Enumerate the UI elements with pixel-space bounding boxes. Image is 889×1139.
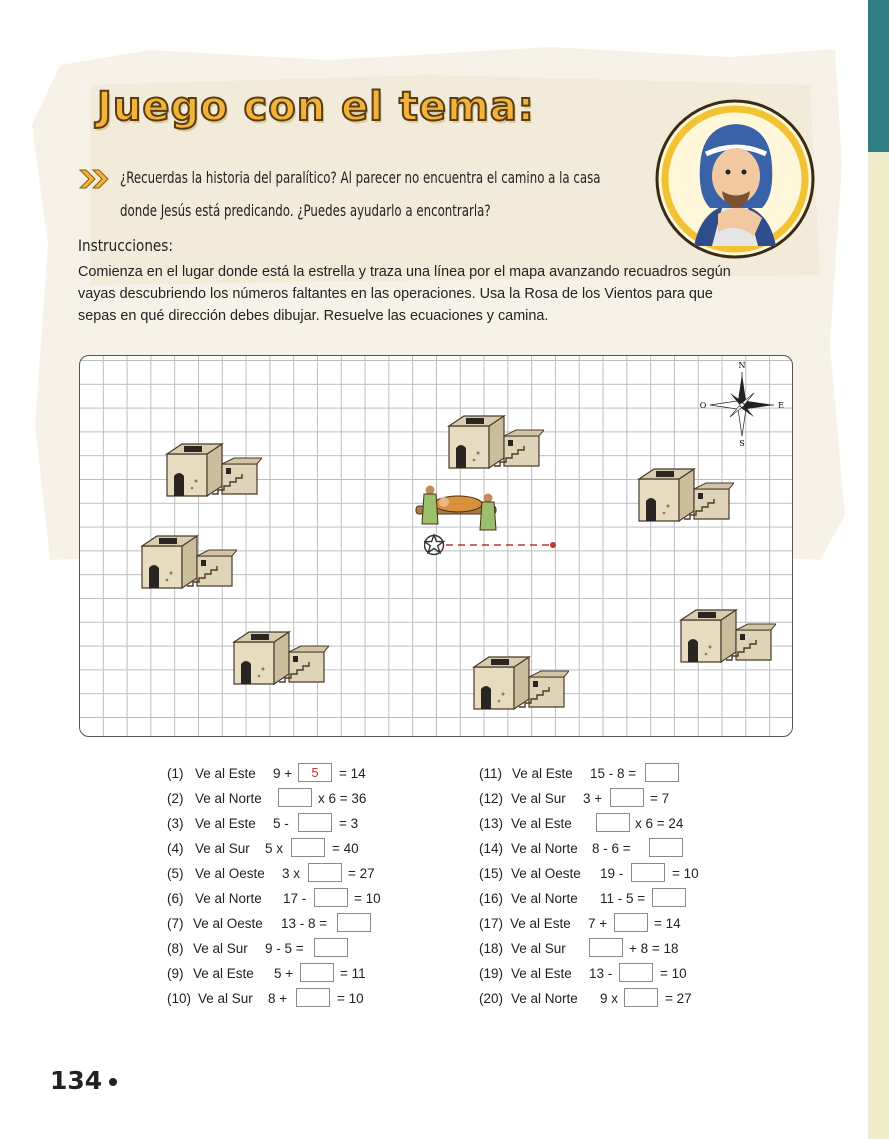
- equation-direction: Ve al Este: [195, 816, 256, 831]
- equation-right: x 6 = 36: [318, 791, 367, 806]
- equation-direction: Ve al Sur: [195, 841, 250, 856]
- answer-box[interactable]: [652, 888, 686, 907]
- equation-direction: Ve al Norte: [195, 791, 262, 806]
- answer-box[interactable]: [314, 888, 348, 907]
- equation-left: 7 +: [588, 916, 608, 931]
- equation-left: 9 +: [273, 766, 293, 781]
- house-5: [229, 624, 329, 686]
- equation-right: = 27: [348, 866, 375, 881]
- equation-number: (19): [479, 966, 504, 981]
- equation-number: (2): [167, 791, 184, 806]
- equation-number: (15): [479, 866, 504, 881]
- equation-direction: Ve al Sur: [511, 791, 566, 806]
- equation-direction: Ve al Norte: [511, 991, 578, 1006]
- equation-direction: Ve al Sur: [193, 941, 248, 956]
- answer-box[interactable]: [619, 963, 653, 982]
- house-6: [469, 649, 569, 711]
- answer-box[interactable]: [314, 938, 348, 957]
- equation-number: (14): [479, 841, 504, 856]
- instructions-title: Instrucciones:: [78, 236, 173, 255]
- answer-box[interactable]: [308, 863, 342, 882]
- double-chevron-icon: [78, 168, 112, 190]
- equation-left: 17 -: [283, 891, 307, 906]
- equation-direction: Ve al Norte: [511, 841, 578, 856]
- equation-number: (17): [479, 916, 504, 931]
- character-portrait: [652, 96, 818, 262]
- equation-direction: Ve al Sur: [198, 991, 253, 1006]
- equation-left: 13 - 8 =: [281, 916, 328, 931]
- equation-left: 3 x: [282, 866, 301, 881]
- intro-line-2: donde Jesús está predicando. ¿Puedes ayudarlo a encontrarla?: [120, 201, 491, 220]
- answer-box[interactable]: [645, 763, 679, 782]
- equation-direction: Ve al Norte: [511, 891, 578, 906]
- compass-rose: [696, 358, 790, 450]
- equation-direction: Ve al Este: [193, 966, 254, 981]
- answer-box[interactable]: [610, 788, 644, 807]
- answer-box[interactable]: 5: [298, 763, 332, 782]
- page-title: Juego con el tema:: [97, 84, 535, 130]
- equation-number: (16): [479, 891, 504, 906]
- equation-number: (3): [167, 816, 184, 831]
- house-2: [444, 408, 544, 470]
- equation-left: 13 -: [589, 966, 613, 981]
- equation-number: (7): [167, 916, 184, 931]
- right-margin-strip: [868, 0, 889, 1139]
- equation-right: = 10: [354, 891, 381, 906]
- equation-right: = 27: [665, 991, 692, 1006]
- intro-line-1: ¿Recuerdas la historia del paralítico? Al parecer no encuentra el camino a la casa: [120, 168, 601, 187]
- right-margin-tab: [868, 0, 889, 152]
- equation-direction: Ve al Este: [511, 816, 572, 831]
- equation-number: (13): [479, 816, 504, 831]
- equation-number: (11): [479, 766, 503, 781]
- equation-number: (1): [167, 766, 184, 781]
- equation-direction: Ve al Este: [511, 966, 572, 981]
- equation-direction: Ve al Este: [195, 766, 256, 781]
- equation-right: = 7: [650, 791, 670, 806]
- instructions-line-2: vayas descubriendo los números faltantes en las operaciones. Usa la Rosa de los Vientos para que: [78, 286, 713, 302]
- equation-left: 9 x: [600, 991, 619, 1006]
- equation-number: (10): [167, 991, 192, 1006]
- page-number-dot: [109, 1078, 117, 1086]
- equation-left: 5 +: [274, 966, 294, 981]
- compass-south-label: S: [739, 439, 745, 448]
- house-7: [676, 602, 776, 664]
- house-4: [137, 528, 237, 590]
- equation-direction: Ve al Oeste: [511, 866, 581, 881]
- answer-box[interactable]: [300, 963, 334, 982]
- instructions-line-3: sepas en qué dirección debes dibujar. Resuelve las ecuaciones y camina.: [78, 308, 549, 324]
- equation-right: = 10: [672, 866, 699, 881]
- equation-left: 11 - 5 =: [600, 891, 646, 906]
- house-3: [634, 461, 734, 523]
- compass-west-label: O: [699, 401, 707, 410]
- equation-direction: Ve al Este: [510, 916, 571, 931]
- equation-number: (5): [167, 866, 184, 881]
- answer-box[interactable]: [278, 788, 312, 807]
- answer-box[interactable]: [337, 913, 371, 932]
- instructions-text: [78, 261, 792, 327]
- equation-right: = 3: [339, 816, 359, 831]
- answer-box[interactable]: [649, 838, 683, 857]
- equation-number: (4): [167, 841, 184, 856]
- equation-right: = 14: [339, 766, 366, 781]
- equation-right: + 8 = 18: [629, 941, 679, 956]
- equation-right: x 6 = 24: [635, 816, 684, 831]
- equation-left: 5 x: [265, 841, 284, 856]
- compass-north-label: N: [738, 361, 746, 370]
- equation-left: 19 -: [600, 866, 624, 881]
- equation-direction: Ve al Oeste: [193, 916, 263, 931]
- equation-left: 8 +: [268, 991, 288, 1006]
- answer-box[interactable]: [596, 813, 630, 832]
- answer-box[interactable]: [296, 988, 330, 1007]
- answer-box[interactable]: [631, 863, 665, 882]
- equation-direction: Ve al Sur: [511, 941, 566, 956]
- equation-direction: Ve al Oeste: [195, 866, 265, 881]
- equation-number: (6): [167, 891, 184, 906]
- start-path: [424, 533, 564, 557]
- equation-right: = 10: [660, 966, 687, 981]
- equation-number: (20): [479, 991, 504, 1006]
- equation-left: 15 - 8 =: [590, 766, 637, 781]
- equation-direction: Ve al Norte: [195, 891, 262, 906]
- equation-right: = 11: [340, 966, 366, 981]
- equation-right: = 14: [654, 916, 681, 931]
- house-1: [162, 436, 262, 498]
- equation-right: = 40: [332, 841, 359, 856]
- equation-number: (9): [167, 966, 184, 981]
- answer-box[interactable]: [291, 838, 325, 857]
- equation-right: = 10: [337, 991, 364, 1006]
- compass-east-label: E: [778, 401, 784, 410]
- equation-left: 9 - 5 =: [265, 941, 304, 956]
- answer-box[interactable]: [298, 813, 332, 832]
- answer-box[interactable]: [624, 988, 658, 1007]
- instructions-line-1: Comienza en el lugar donde está la estrella y traza una línea por el mapa avanzando recuadros según: [78, 264, 731, 280]
- answer-box[interactable]: [614, 913, 648, 932]
- equation-left: 5 -: [273, 816, 289, 831]
- answer-box[interactable]: [589, 938, 623, 957]
- equation-number: (18): [479, 941, 504, 956]
- equation-number: (12): [479, 791, 504, 806]
- equation-left: 3 +: [583, 791, 603, 806]
- equation-left: 8 - 6 =: [592, 841, 631, 856]
- equation-direction: Ve al Este: [512, 766, 573, 781]
- paralytic-stretcher-illustration: [410, 484, 505, 540]
- page-number: 134: [50, 1066, 103, 1095]
- equation-number: (8): [167, 941, 184, 956]
